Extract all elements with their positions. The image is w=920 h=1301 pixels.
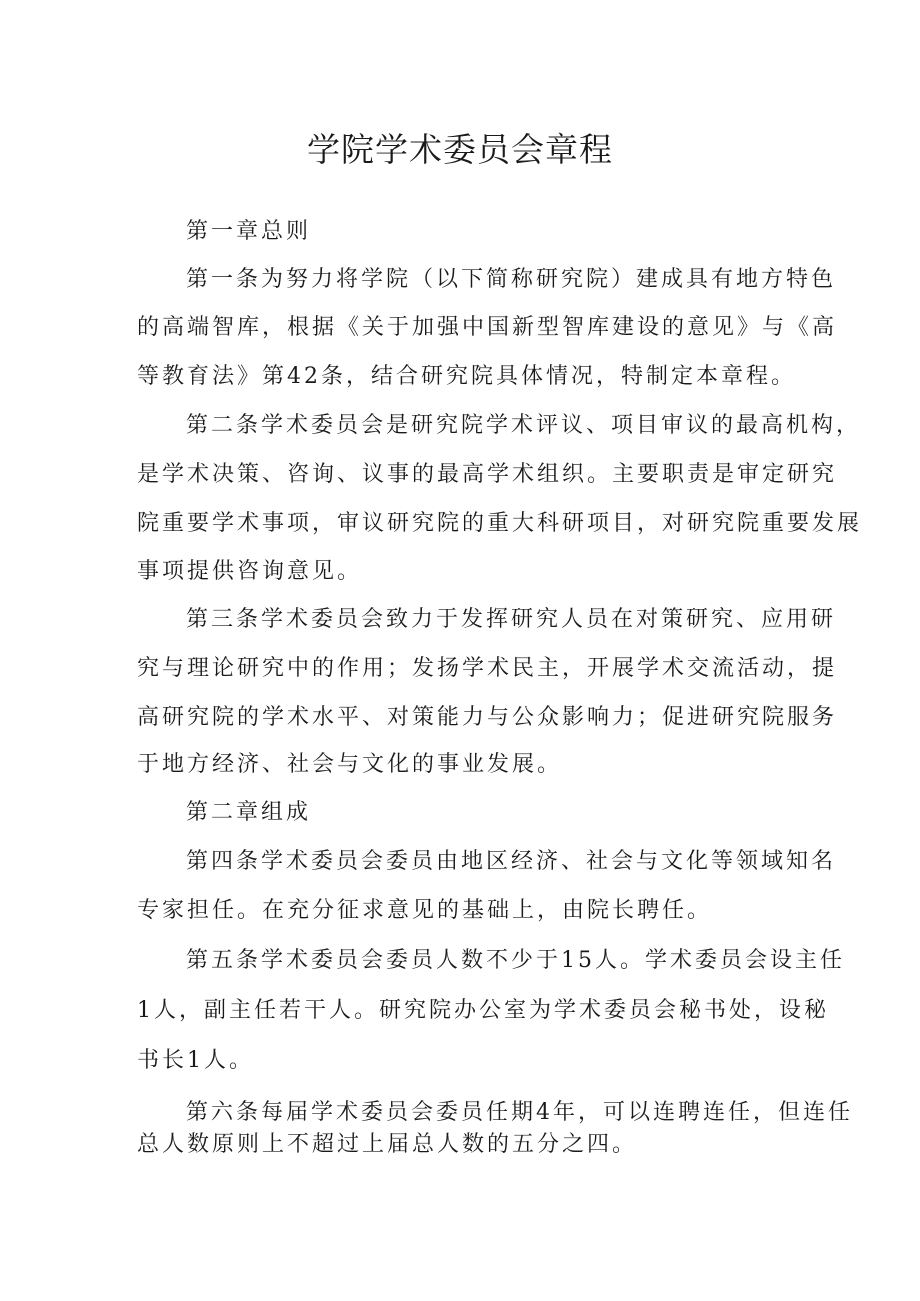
article-3-line-1: 第三条学术委员会致力于发挥研究人员在对策研究、应用研	[186, 607, 837, 632]
article-2-line-3: 院重要学术事项，审议研究院的重大科研项目，对研究院重要发展	[137, 511, 863, 536]
article-1-line-2: 的高端智库，根据《关于加强中国新型智库建设的意见》与《高	[137, 315, 838, 340]
article-6-line-2: 总人数原则上不超过上届总人数的五分之四。	[137, 1132, 638, 1157]
article-5-line-2: 1人，副主任若干人。研究院办公室为学术委员会秘书处，设秘	[137, 998, 829, 1023]
document-title: 学院学术委员会章程	[307, 130, 613, 169]
article-3-line-4: 于地方经济、社会与文化的事业发展。	[137, 752, 563, 777]
article-5-line-1: 第五条学术委员会委员人数不少于15人。学术委员会设主任	[186, 948, 845, 973]
chapter-heading-1: 第一章总则	[186, 219, 312, 244]
article-3-line-2: 究与理论研究中的作用；发扬学术民主，开展学术交流活动，提	[137, 656, 838, 681]
article-2-line-1: 第二条学术委员会是研究院学术评议、项目审议的最高机构，	[186, 413, 862, 438]
article-5-line-3: 书长1人。	[137, 1048, 254, 1073]
article-1-line-1: 第一条为努力将学院（以下简称研究院）建成具有地方特色	[186, 267, 837, 292]
article-1-line-3: 等教育法》第42条，结合研究院具体情况，特制定本章程。	[137, 364, 796, 389]
article-3-line-3: 高研究院的学术水平、对策能力与公众影响力；促进研究院服务	[137, 705, 838, 730]
chapter-heading-2: 第二章组成	[186, 800, 312, 825]
article-4-line-2: 专家担任。在充分征求意见的基础上，由院长聘任。	[137, 898, 713, 923]
article-4-line-1: 第四条学术委员会委员由地区经济、社会与文化等领域知名	[186, 849, 837, 874]
article-2-line-2: 是学术决策、咨询、议事的最高学术组织。主要职责是审定研究	[137, 462, 838, 487]
article-6-line-1: 第六条每届学术委员会委员任期4年，可以连聘连任，但连任	[186, 1100, 853, 1125]
article-2-line-4: 事项提供咨询意见。	[137, 559, 363, 584]
